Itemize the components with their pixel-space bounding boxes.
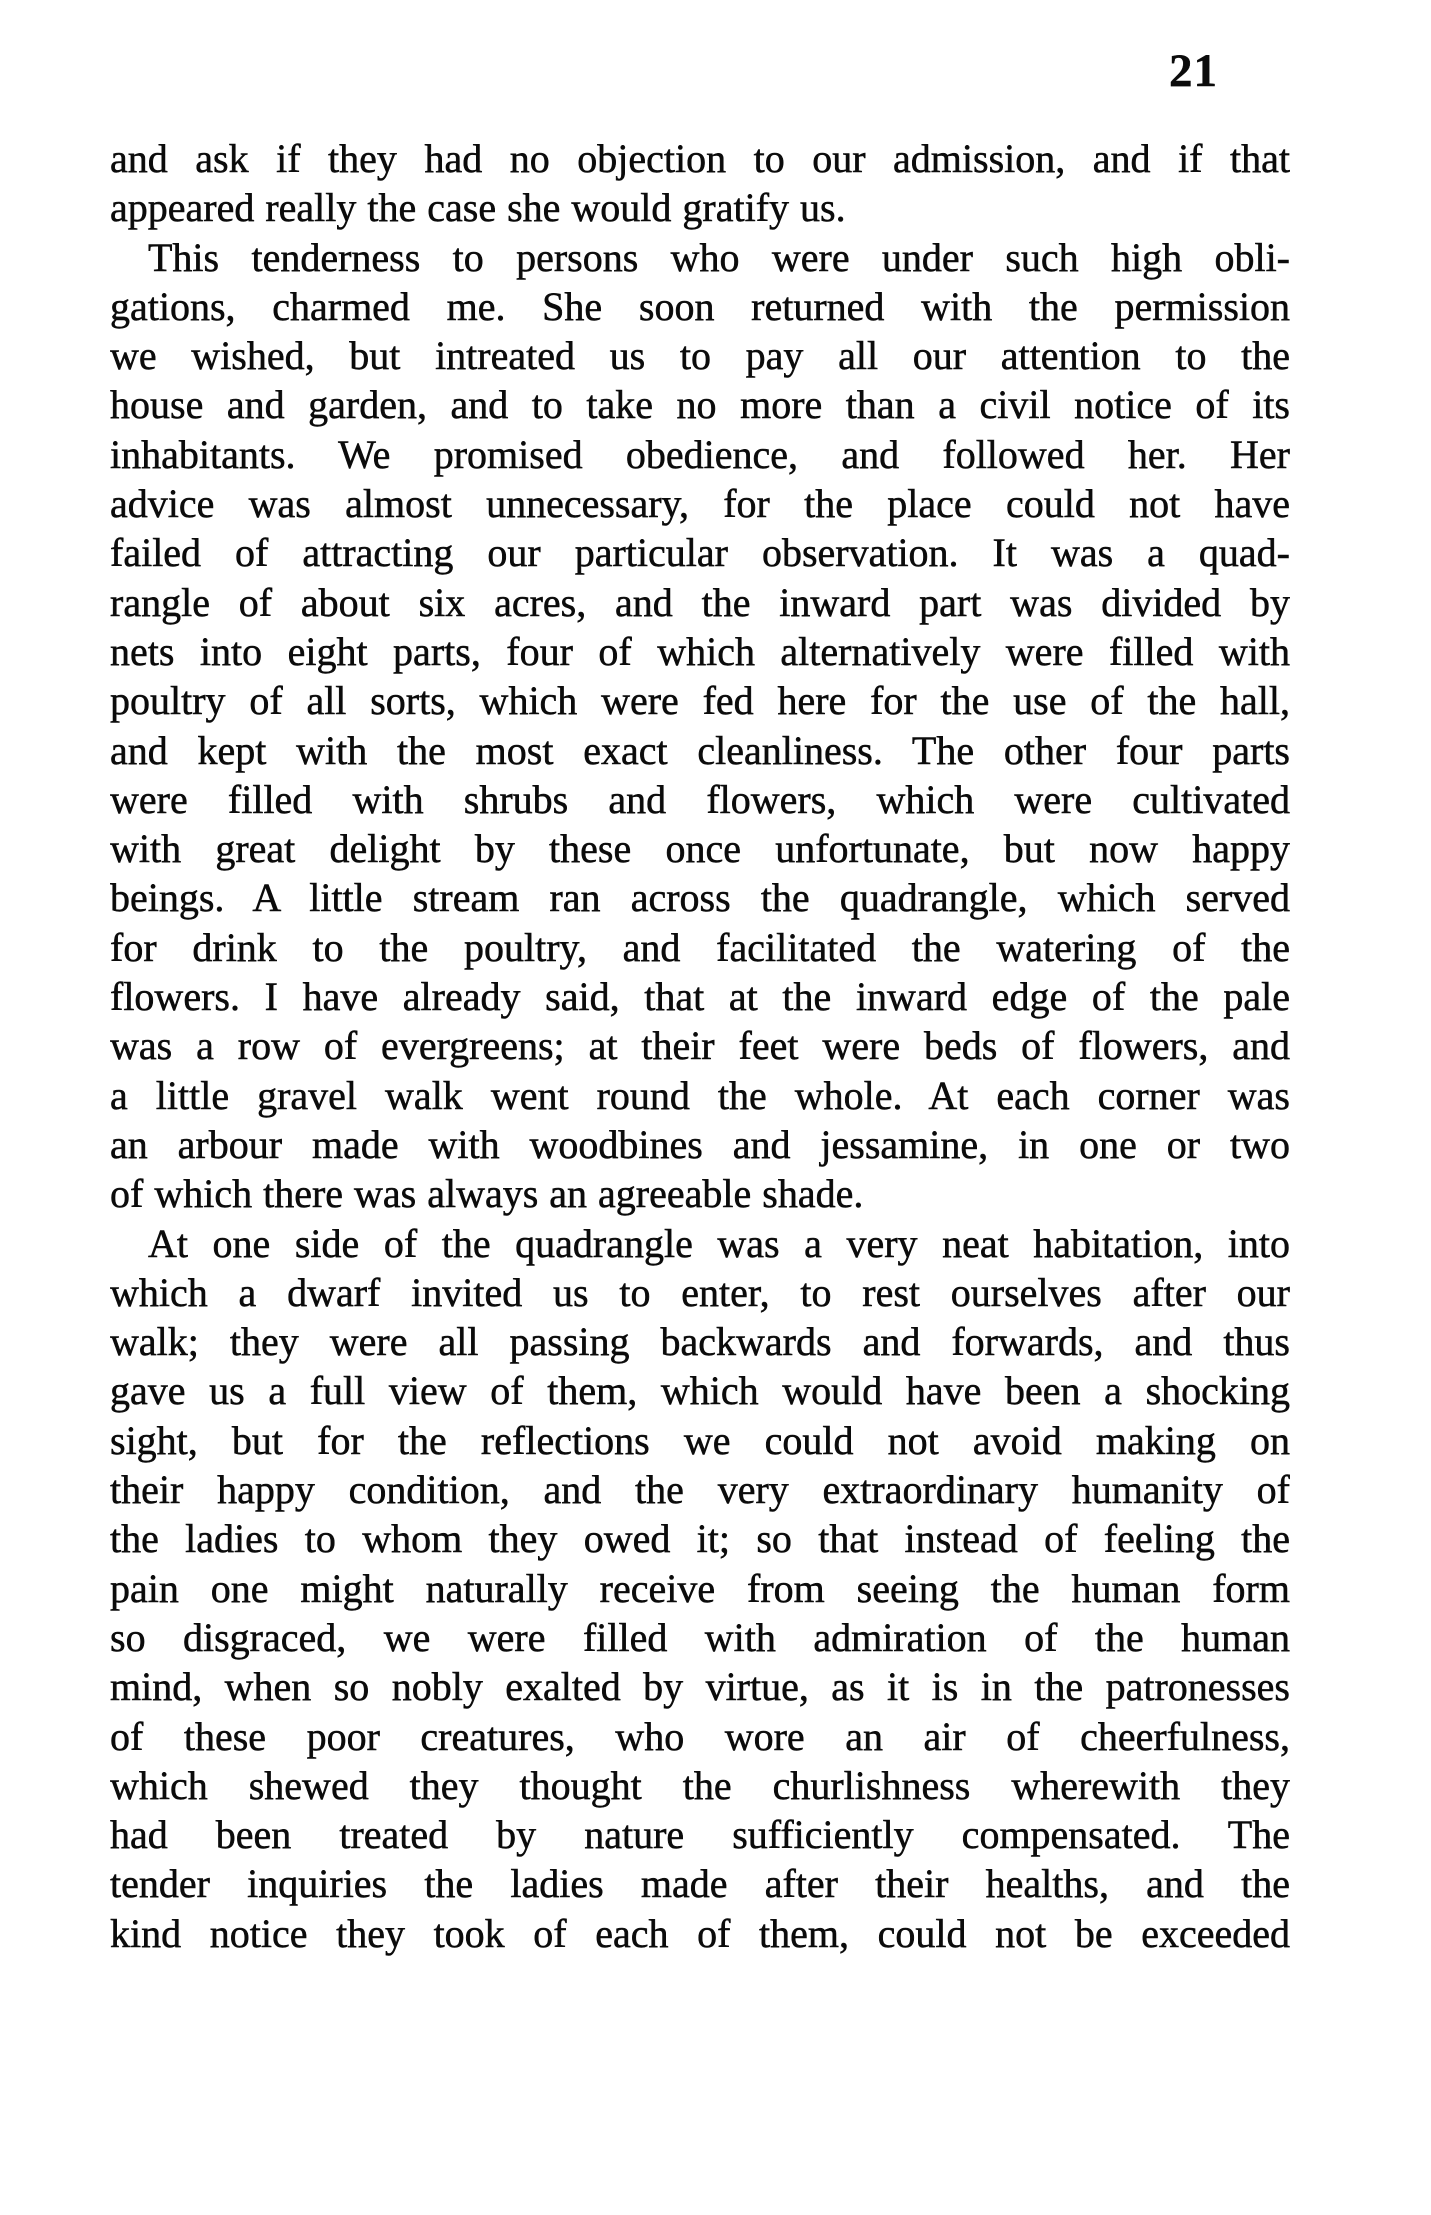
body-text: [110, 134, 1290, 1958]
text-line: tender inquiries the ladies made after their healths, and the: [110, 1861, 1290, 1907]
text-line: so disgraced, we were filled with admiration of the human: [110, 1614, 1290, 1660]
text-line: poultry of all sorts, which were fed here for the use of the hall,: [110, 678, 1290, 724]
text-line: a little gravel walk went round the whole. At each corner was: [110, 1072, 1290, 1118]
text-line: their happy condition, and the very extraordinary humanity of: [110, 1467, 1290, 1513]
text-line: This tenderness to persons who were under such high obli-: [148, 234, 1290, 280]
text-line: were filled with shrubs and flowers, which were cultivated: [110, 776, 1290, 822]
text-line: had been treated by nature sufficiently compensated. The: [110, 1812, 1290, 1858]
text-line: flowers. I have already said, that at the inward edge of the pale: [110, 974, 1290, 1020]
text-line: and ask if they had no objection to our admission, and if that: [110, 136, 1290, 181]
text-line: gations, charmed me. She soon returned with the permission: [110, 283, 1290, 329]
text-line: appeared really the case she would gratify us.: [110, 185, 846, 231]
page-number: 21: [1169, 45, 1218, 97]
text-line: walk; they were all passing backwards and forwards, and thus: [110, 1319, 1290, 1365]
text-line: pain one might naturally receive from seeing the human form: [110, 1565, 1290, 1611]
text-line: we wished, but intreated us to pay all our attention to the: [110, 333, 1290, 379]
text-line: inhabitants. We promised obedience, and followed her. Her: [110, 431, 1290, 477]
text-line: which a dwarf invited us to enter, to rest ourselves after our: [110, 1269, 1290, 1315]
text-line: an arbour made with woodbines and jessamine, in one or two: [110, 1121, 1290, 1167]
text-line: beings. A little stream ran across the quadrangle, which served: [110, 875, 1290, 921]
text-line: which shewed they thought the churlishness wherewith they: [110, 1762, 1290, 1808]
text-line: the ladies to whom they owed it; so that instead of feeling the: [110, 1516, 1290, 1562]
text-line: failed of attracting our particular observation. It was a quad-: [110, 530, 1290, 576]
text-line: house and garden, and to take no more than a civil notice of its: [110, 382, 1290, 428]
text-line: with great delight by these once unfortunate, but now happy: [110, 826, 1290, 872]
text-line: of which there was always an agreeable shade.: [110, 1171, 864, 1217]
text-line: and kept with the most exact cleanliness. The other four parts: [110, 727, 1290, 773]
text-line: of these poor creatures, who wore an air of cheerfulness,: [110, 1713, 1290, 1759]
text-line: sight, but for the reflections we could not avoid making on: [110, 1417, 1290, 1463]
text-line: mind, when so nobly exalted by virtue, as it is in the patronesses: [110, 1664, 1290, 1710]
text-line: for drink to the poultry, and facilitated the watering of the: [110, 924, 1290, 970]
text-line: At one side of the quadrangle was a very neat habitation, into: [148, 1220, 1290, 1266]
text-line: rangle of about six acres, and the inward part was divided by: [110, 579, 1290, 625]
text-line: advice was almost unnecessary, for the place could not have: [110, 481, 1290, 527]
text-line: was a row of evergreens; at their feet were beds of flowers, and: [110, 1023, 1290, 1069]
text-line: kind notice they took of each of them, could not be exceeded: [110, 1910, 1290, 1956]
text-line: gave us a full view of them, which would have been a shocking: [110, 1368, 1290, 1414]
text-line: nets into eight parts, four of which alternatively were filled with: [110, 628, 1290, 674]
